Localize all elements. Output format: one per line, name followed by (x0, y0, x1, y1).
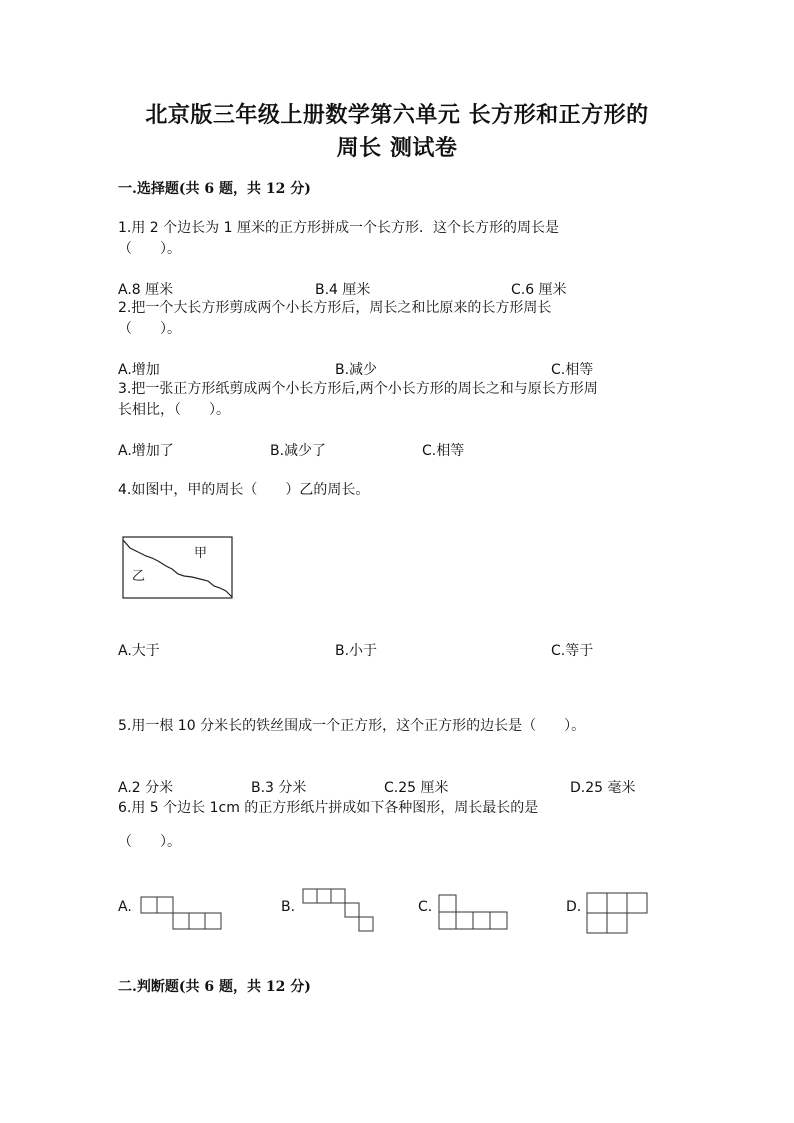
q4-label-yi: 乙 (132, 569, 146, 584)
q4-option-a[interactable]: A.大于 (118, 643, 160, 659)
q6-figure-c (438, 894, 510, 934)
question-3-blank: 长相比，（ ）。 (118, 402, 230, 418)
q4-figure-frame (123, 537, 232, 598)
q6-option-d[interactable]: D. (566, 899, 582, 915)
q3-option-c[interactable]: C.相等 (422, 443, 465, 459)
question-3 (118, 379, 678, 421)
section-heading-judgment: 二.判断题(共 6 题，共 12 分) (118, 979, 311, 995)
q5-option-a[interactable]: A.2 分米 (118, 780, 174, 796)
q4-option-c[interactable]: C.等于 (551, 643, 594, 659)
q5-option-d[interactable]: D.25 毫米 (570, 780, 636, 796)
q3-option-b[interactable]: B.减少了 (270, 443, 327, 459)
question-1 (118, 218, 678, 260)
page-title-line1: 北京版三年级上册数学第六单元 长方形和正方形的 (145, 102, 649, 128)
q6-figure-b (302, 888, 376, 934)
q6-figure-a (140, 896, 224, 932)
page-title-line2: 周长 测试卷 (336, 135, 458, 161)
question-1-blank: （ ）。 (118, 241, 181, 257)
q2-option-a[interactable]: A.增加 (118, 362, 160, 378)
q4-label-jia: 甲 (194, 546, 208, 561)
q5-option-b[interactable]: B.3 分米 (251, 780, 307, 796)
question-6-text: 6.用 5 个边长 1cm 的正方形纸片拼成如下各种图形，周长最长的是 (118, 800, 539, 816)
q6-option-c[interactable]: C. (418, 899, 433, 915)
question-1-text: 1.用 2 个边长为 1 厘米的正方形拼成一个长方形．这个长方形的周长是 (118, 220, 559, 236)
section-heading-choice: 一.选择题(共 6 题，共 12 分) (118, 181, 311, 197)
q1-option-a[interactable]: A.8 厘米 (118, 282, 174, 298)
q1-option-b[interactable]: B.4 厘米 (315, 282, 371, 298)
question-6-blank: （ ）。 (118, 834, 181, 850)
q6-figure-d (586, 892, 650, 934)
question-4-text: 4.如图中，甲的周长（ ）乙的周长。 (118, 482, 370, 498)
question-3-text: 3.把一张正方形纸剪成两个小长方形后,两个小长方形的周长之和与原长方形周 (118, 381, 598, 397)
q1-option-c[interactable]: C.6 厘米 (511, 282, 567, 298)
question-2-text: 2.把一个大长方形剪成两个小长方形后，周长之和比原来的长方形周长 (118, 300, 552, 316)
q4-option-b[interactable]: B.小于 (335, 643, 378, 659)
q2-option-b[interactable]: B.减少 (335, 362, 378, 378)
q6-option-b[interactable]: B. (281, 899, 296, 915)
q6-option-a[interactable]: A. (118, 899, 132, 915)
q5-option-c[interactable]: C.25 厘米 (384, 780, 449, 796)
question-5-text: 5.用一根 10 分米长的铁丝围成一个正方形，这个正方形的边长是（ ）。 (118, 718, 586, 734)
q2-option-c[interactable]: C.相等 (551, 362, 594, 378)
question-2 (118, 298, 678, 340)
q3-option-a[interactable]: A.增加了 (118, 443, 174, 459)
q4-figure (122, 536, 234, 600)
question-2-blank: （ ）。 (118, 321, 181, 337)
